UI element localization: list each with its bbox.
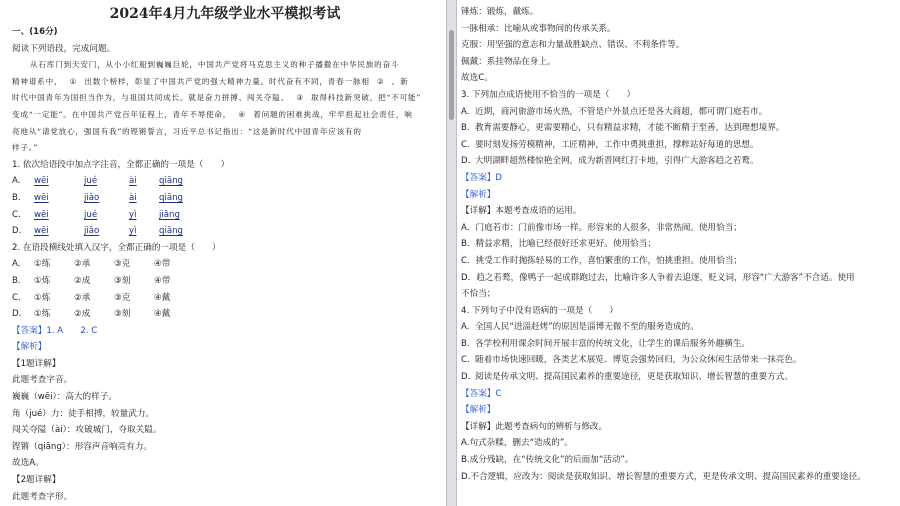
exam-title: 2024年4月九年级学业水平模拟考试 xyxy=(109,6,341,22)
q3-option-d: D. 大明湖畔超然楼惊艳全网，成为新晋网红打卡地，引得广大游客趋之若鹜。 xyxy=(461,156,759,167)
passage-line: 亮地从“请党放心，强国有我”的铿锵誓言，习近平总书记指出：“这是新时代中国青年应该有的 xyxy=(12,126,362,136)
q3-option-a: A. 近期，商河旅游市场火热，不管是户外景点还是各大商超，都可谓门庭若市。 xyxy=(461,106,768,117)
q1-option-a: A. wēi jué ài qiāng xyxy=(12,176,184,187)
q3-option-c: C. 要时刻发扬劳模精神，工匠精神，工作中勇挑重担，撑粹站好每道的思想。 xyxy=(461,139,759,150)
document-page-left xyxy=(0,0,446,506)
question-2-stem: 2. 在语段横线处填入汉字，全都正确的一项是（ ） xyxy=(12,242,221,253)
detail-line: 不恰当； xyxy=(461,289,496,300)
passage-line: 样子。” xyxy=(12,143,39,153)
section-heading: 一、(16分) xyxy=(12,27,58,37)
q1-option-d: D. wēi jiǎo yì qiāng xyxy=(12,226,184,237)
detail-line: D．趋之若鹜，像鸭子一起成群跑过去，比喻许多人争着去追逐，贬义词，形容“广大游客”不合适。使用 xyxy=(461,272,855,283)
analysis-label: 【解析】 xyxy=(12,342,47,353)
detail-line: D.不合逻辑，应改为：阅读是获取知识、增长智慧的重要方式，更是传承文明、提高国民素养的重要途径。 xyxy=(461,471,866,482)
detail-line: 此题考查字形。 xyxy=(12,491,73,502)
question-1-stem: 1. 依次给语段中加点字注音，全都正确的一项是（ ） xyxy=(12,159,230,170)
scroll-thumb[interactable] xyxy=(449,30,454,120)
detail-line: 故选C。 xyxy=(461,73,493,84)
detail-line: A.句式杂糅，删去“造成的”。 xyxy=(461,438,573,449)
instruction-text: 阅读下列语段，完成问题。 xyxy=(12,43,116,54)
detail-line: 克服：用坚强的意志和力量战胜缺点、错误、不利条件等。 xyxy=(461,40,685,51)
q4-option-c: C. 随着市场快速回暖，各类艺术展览、博览会强势回归，为公众休闲生活带来一抹亮色。 xyxy=(461,355,802,366)
page-gutter-scrollbar[interactable] xyxy=(446,0,457,506)
detail-line: 闯关夺隘（ài）：攻破城门，夺取关隘。 xyxy=(12,425,162,436)
detail-line: B.成分残缺，在“传统文化”的后面加“活动”。 xyxy=(461,455,634,466)
detail-line: 巍巍（wēi）：高大的样子。 xyxy=(12,392,117,403)
passage-line: 精神谱系中， ① 出数个榜样，彰显了中国共产党的强大精神力量。时代奋有不同，青春一脉相 ② 。新 xyxy=(12,74,438,91)
detail-heading: 【1题详解】 xyxy=(12,358,61,369)
detail-line: 【详解】本题考查成语的运用。 xyxy=(461,206,582,217)
q4-option-b: B. 各学校利用课余时间开展丰富的传统文化，让学生的课后服务外趣横生。 xyxy=(461,338,751,349)
q1-option-b: B. wēi jiǎo ài qiāng xyxy=(12,192,184,203)
blank-2: ② xyxy=(370,74,392,91)
detail-line: 故选A。 xyxy=(12,458,44,469)
q2-option-a: A. ①练 ②承 ③克 ④带 xyxy=(12,259,171,270)
blank-1: ① xyxy=(62,74,84,91)
document-page-right xyxy=(457,0,900,506)
q4-option-a: A. 全国人民“进淄赶烤”的原因是淄博无微不至的服务造成的。 xyxy=(461,322,699,333)
blank-4: ④ xyxy=(231,107,253,124)
question-4-stem: 4. 下列句子中没有语病的一项是（ ） xyxy=(461,305,619,316)
detail-line: 【详解】此题考查病句的辨析与修改。 xyxy=(461,421,608,432)
detail-line: 角（jué）力：徒手相搏，较量武力。 xyxy=(12,408,155,419)
question-3-stem: 3. 下列加点成语使用不恰当的一项是（ ） xyxy=(461,89,636,100)
detail-line: 锤炼：锻炼，戴炼。 xyxy=(461,7,539,17)
detail-line: C．挑受工作时抛拣轻易的工作，喜怕繁重的工作，怕挑重担。使用恰当； xyxy=(461,255,743,266)
q2-option-d: D. ①练 ②成 ③刻 ④戴 xyxy=(12,309,171,320)
detail-line: A．门庭若市：门前像市场一样。形容来的人很多，非常热闹。使用恰当； xyxy=(461,222,742,233)
detail-line: 一脉相承：比喻从或事物间的传承关系。 xyxy=(461,23,616,34)
analysis-label: 【解析】 xyxy=(461,189,496,200)
blank-3: ③ xyxy=(289,90,311,107)
detail-heading: 【2题详解】 xyxy=(12,475,61,486)
q3-option-b: B. 教育需要静心，更需要精心，只有精益求精，才能不断精于至善，达到理想境界。 xyxy=(461,123,785,134)
q2-option-c: C. ①炼 ②承 ③克 ④戴 xyxy=(12,292,171,303)
detail-line: B．精益求精，比喻已经很好还求更好。使用恰当； xyxy=(461,239,656,250)
detail-line: 铿锵（qiāng）：形容声音响亮有力。 xyxy=(12,441,153,452)
q2-option-b: B. ①炼 ②成 ③刻 ④带 xyxy=(12,275,171,286)
passage-line: 变成“一定能”。在中国共产党百年征程上，青年不辱使命， ④ 着问题的困难挑战，牢牢担起社会责任，响 xyxy=(12,107,438,124)
q1-option-c: C. wēi jué yì jiāng xyxy=(12,209,180,220)
detail-line: 佩戴：系挂物品在身上。 xyxy=(461,56,556,67)
analysis-label: 【解析】 xyxy=(461,405,496,416)
answer-label: 【答案】C xyxy=(461,388,502,399)
detail-line: 此题考查字音。 xyxy=(12,375,73,386)
answer-label: 【答案】D xyxy=(461,172,502,183)
passage-line: 从石库门到天安门，从小小红船到巍巍巨轮，中国共产党将马克思主义的种子播撒在中华民族的奋斗 xyxy=(30,60,400,70)
q4-option-d: D. 阅读是传承文明、提高国民素养的重要途径，更是获取知识、增长智慧的重要方式。 xyxy=(461,372,793,383)
passage-line: 时代中国青年为国担当作为，与祖国共同成长。就是奋力拼搏、闯关夺隘、 ③ 取得科技新突破，把“不可能” xyxy=(12,90,438,107)
answer-label: 【答案】1. A 2. C xyxy=(12,325,98,336)
